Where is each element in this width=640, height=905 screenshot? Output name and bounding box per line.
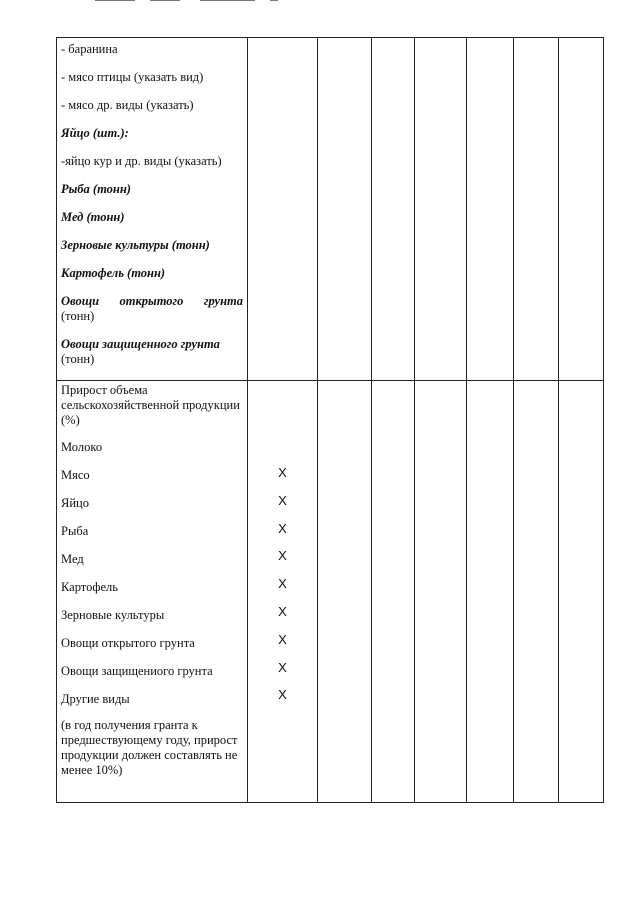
growth-list-cell [57,381,248,803]
value-cell[interactable] [514,38,559,381]
value-cell[interactable] [372,381,415,803]
growth-item: Рыба [61,524,89,538]
value-cell[interactable] [372,38,415,381]
x-mark: X [278,520,287,536]
value-cell[interactable] [559,38,604,381]
x-mark: X [278,659,287,675]
value-cell[interactable] [467,38,514,381]
protected-veg-label: Овощи защищенного грунта [61,337,220,351]
growth-item: Яйцо [61,496,89,510]
form-table [56,37,604,803]
product-line: Рыба (тонн) [61,182,131,196]
product-line: - баранина [61,42,118,56]
protected-veg-unit: (тонн) [61,352,95,366]
growth-item: Другие виды [61,692,130,706]
open-veg-label: Овощи открытого грунта [61,294,243,308]
product-line: - мясо птицы (указать вид) [61,70,204,84]
x-mark: X [278,576,287,592]
table-row-product-volume [57,38,604,381]
x-mark: X [278,631,287,647]
value-cell[interactable] [318,38,372,381]
growth-item: Молоко [61,440,103,454]
top-crop-marks [95,0,295,3]
open-veg-unit: (тонн) [61,309,95,323]
product-list [57,38,247,367]
x-mark: X [278,548,287,564]
growth-item: Овощи защищениого грунта [61,664,213,678]
growth-list [57,381,247,778]
growth-note: (в год получения гранта к предшествующему году, прирост продукции должен составлять не менее 10%) [61,718,238,777]
growth-item: Мед [61,552,84,566]
value-cell[interactable] [318,381,372,803]
growth-item: Мясо [61,468,90,482]
value-cell[interactable] [248,38,318,381]
product-line: Зерновые культуры (тонн) [61,238,210,252]
product-line: Яйцо (шт.): [61,126,129,140]
product-list-cell [57,38,248,381]
value-cell[interactable] [559,381,604,803]
value-cell[interactable] [514,381,559,803]
product-line: -яйцо кур и др. виды (указать) [61,154,222,168]
x-mark-column [248,381,318,803]
growth-item: Зерновые культуры [61,608,165,622]
x-mark: X [278,687,287,703]
value-cell[interactable] [415,381,467,803]
table-row-growth [57,381,604,803]
x-mark: X [278,604,287,619]
growth-item: Картофель [61,580,118,594]
product-line: - мясо др. виды (указать) [61,98,194,112]
product-line: Картофель (тонн) [61,266,166,280]
x-mark: X [278,465,287,480]
x-mark: X [278,492,287,508]
value-cell[interactable] [415,38,467,381]
product-line: Мед (тонн) [61,210,125,224]
growth-heading: Прирост объема сельскохозяйственной продукции (%) [61,383,240,427]
value-cell[interactable] [467,381,514,803]
growth-item: Овощи открытого грунта [61,636,195,650]
